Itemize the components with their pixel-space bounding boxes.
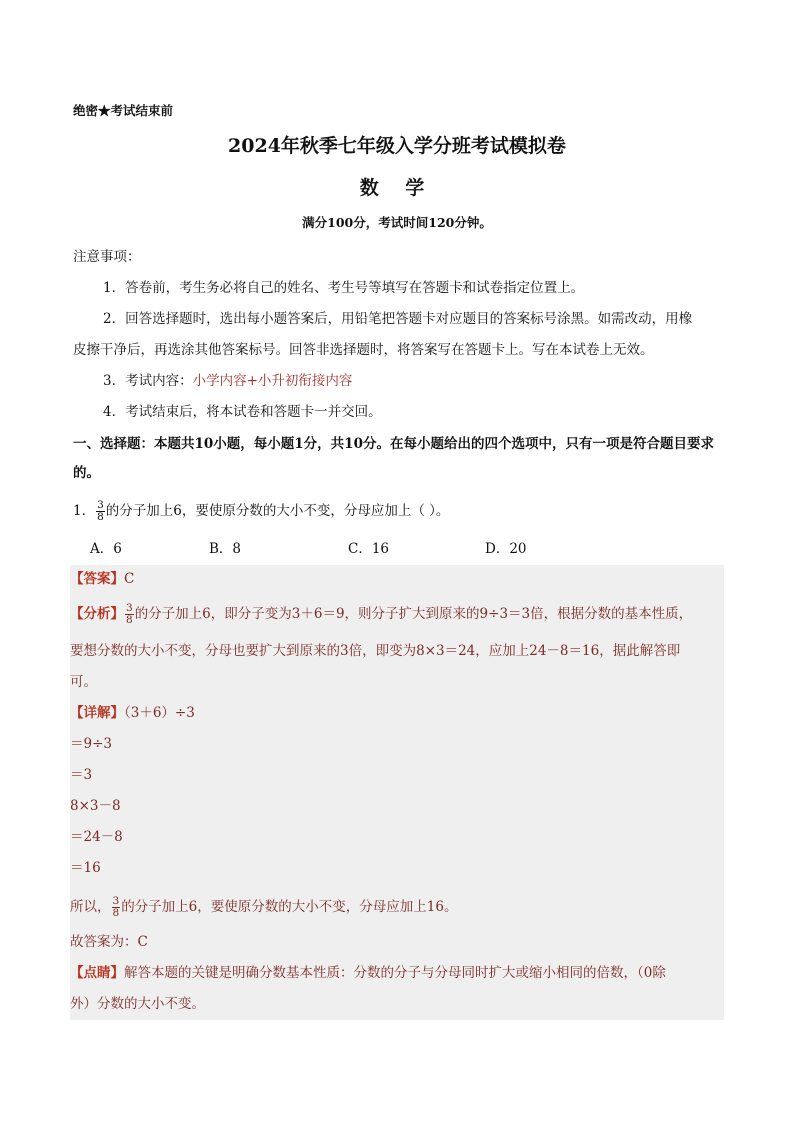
- section-heading: 一、选择题：本题共10小题，每小题1分，共10分。在每小题给出的四个选项中，只有一项是符合题目要求的。: [73, 436, 714, 481]
- comment-tag: 【点睛】: [70, 965, 124, 981]
- comment-line-1: [70, 963, 666, 983]
- analysis-line-1: [70, 603, 692, 626]
- detail-step: ＝24－8: [70, 829, 123, 845]
- analysis-tag: 【分析】: [70, 606, 124, 622]
- subject-title: 数 学: [359, 177, 435, 199]
- detail-step: ＝3: [70, 767, 93, 783]
- conclusion-text: 的分子加上6，要使原分数的大小不变，分母应加上16。: [121, 899, 458, 915]
- question-number: 1．: [73, 503, 96, 519]
- option-b: B．8: [209, 541, 242, 557]
- answer-value: C: [124, 571, 135, 587]
- detail-step: 8×3－8: [70, 798, 121, 814]
- conclusion-fraction-denominator: 8: [112, 907, 120, 919]
- fraction-denominator: 8: [97, 511, 104, 523]
- question-text: 的分子加上6，要使原分数的大小不变，分母应加上（ ）。: [105, 503, 450, 519]
- detail-tag: 【详解】: [70, 705, 124, 721]
- answer-line: [70, 569, 134, 589]
- note-item-3: [103, 371, 352, 391]
- fraction: [96, 500, 105, 523]
- option-d: D．20: [485, 541, 527, 557]
- answer-tag: 【答案】: [70, 571, 124, 587]
- conclusion-fraction: [112, 896, 121, 919]
- note-item-4: 4．考试结束后，将本试卷和答题卡一并交回。: [103, 404, 382, 420]
- notes-heading: 注意事项：: [73, 249, 141, 265]
- comment-line-2: 外）分数的大小不变。: [70, 996, 205, 1012]
- analysis-line-3: 可。: [70, 674, 97, 690]
- analysis-text-1: 的分子加上6，即分子变为3＋6＝9，则分子扩大到原来的9÷3＝3倍，根据分数的基本性质，: [134, 606, 693, 622]
- secret-mark: 绝密★考试结束前: [73, 103, 174, 118]
- note-item-2: 2．回答选择题时，选出每小题答案后，用铅笔把答题卡对应题目的答案标号涂黑。如需改动，用橡: [103, 311, 693, 327]
- detail-first-step: （3＋6）÷3: [124, 705, 195, 721]
- analysis-line-2: 要想分数的大小不变，分母也要扩大到原来的3倍，即变为8×3＝24，应加上24－8＝16，据此解答即: [70, 643, 681, 659]
- detail-line: [70, 703, 195, 723]
- detail-step: ＝9÷3: [70, 736, 112, 752]
- fraction-numerator: 3: [97, 499, 104, 511]
- score-info: 满分100分，考试时间120分钟。: [302, 215, 492, 230]
- note-item-2-cont: 皮擦干净后，再选涂其他答案标号。回答非选择题时，将答案写在答题卡上。写在本试卷上无效。: [73, 342, 654, 358]
- note-item-3-label: 3．考试内容：: [103, 373, 193, 389]
- analysis-fraction: [125, 603, 134, 626]
- solution-panel: [70, 565, 724, 1020]
- comment-text-1: 解答本题的关键是明确分数基本性质：分数的分子与分母同时扩大或缩小相同的倍数，（0除: [124, 965, 666, 981]
- conclusion-line: [70, 896, 457, 919]
- note-item-1: 1．答卷前，考生务必将自己的姓名、考生号等填写在答题卡和试卷指定位置上。: [103, 280, 585, 296]
- conclusion-fraction-numerator: 3: [112, 895, 120, 907]
- analysis-fraction-numerator: 3: [126, 602, 133, 614]
- conclusion-prefix: 所以，: [70, 899, 111, 915]
- option-a: A．6: [90, 541, 122, 557]
- analysis-fraction-denominator: 8: [126, 614, 133, 626]
- exam-title: 2024年秋季七年级入学分班考试模拟卷: [228, 135, 566, 157]
- detail-step: ＝16: [70, 860, 101, 876]
- question-1-stem: [73, 500, 449, 523]
- note-item-3-content: 小学内容+小升初衔接内容: [192, 373, 353, 389]
- option-c: C．16: [348, 541, 390, 557]
- final-answer: 故答案为：C: [70, 934, 148, 950]
